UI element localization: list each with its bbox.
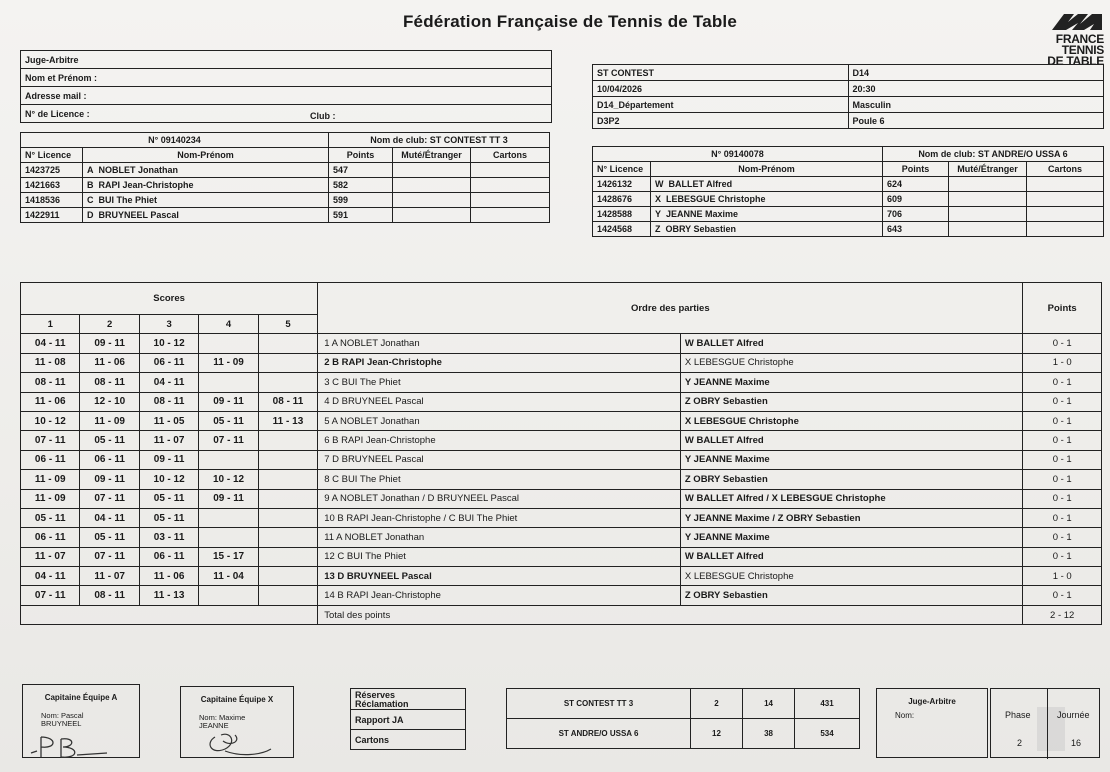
table-row xyxy=(507,689,860,719)
contest-gender: Masculin xyxy=(848,97,1104,113)
match-player-a: 2 B RAPI Jean-Christophe xyxy=(318,353,681,372)
result-c1: 2 xyxy=(691,689,743,719)
player-mute xyxy=(393,208,471,223)
player-licence: 1426132 xyxy=(593,177,651,192)
contest-name: ST CONTEST xyxy=(593,65,849,81)
set-header: 3 xyxy=(139,315,198,334)
match-player-a: 8 C BUI The Phiet xyxy=(318,470,681,489)
set-score: 05 - 11 xyxy=(21,508,80,527)
set-header: 2 xyxy=(80,315,139,334)
set-score: 07 - 11 xyxy=(80,547,139,566)
ja-mail-label: Adresse mail : xyxy=(21,87,552,105)
document-title: Fédération Française de Tennis de Table xyxy=(402,12,738,31)
set-header: 1 xyxy=(21,315,80,334)
table-row xyxy=(21,411,1102,430)
result-c1: 12 xyxy=(691,719,743,749)
team-a-club: Nom de club: ST CONTEST TT 3 xyxy=(329,133,550,148)
set-score: 10 - 12 xyxy=(21,411,80,430)
set-score: 10 - 12 xyxy=(139,470,198,489)
reserves-table xyxy=(350,688,466,750)
team-a-cartons-header: Cartons xyxy=(471,148,550,163)
match-player-a: 5 A NOBLET Jonathan xyxy=(318,411,681,430)
set-score: 11 - 13 xyxy=(258,411,317,430)
ja-nom-label: Nom et Prénom : xyxy=(21,69,552,87)
match-player-a: 13 D BRUYNEEL Pascal xyxy=(318,567,681,586)
set-score: 11 - 07 xyxy=(80,567,139,586)
result-club: ST ANDRE/O USSA 6 xyxy=(507,719,691,749)
captain-x-box xyxy=(180,686,294,758)
phase-divider xyxy=(1047,689,1048,759)
player-points: 599 xyxy=(329,193,393,208)
set-score xyxy=(258,528,317,547)
match-points: 0 - 1 xyxy=(1023,528,1102,547)
table-row xyxy=(21,528,1102,547)
match-points: 0 - 1 xyxy=(1023,586,1102,605)
match-player-x: Y JEANNE Maxime / Z OBRY Sebastien xyxy=(680,508,1023,527)
captain-a-title: Capitaine Équipe A xyxy=(44,693,118,702)
reserves-text: Réserves xyxy=(355,690,396,700)
match-points: 0 - 1 xyxy=(1023,411,1102,430)
set-score xyxy=(258,334,317,353)
juge-arbitre-signature-box xyxy=(876,688,988,758)
ffft-logo xyxy=(1044,8,1106,70)
player-fullname: NOBLET Jonathan xyxy=(98,165,179,175)
set-score: 09 - 11 xyxy=(80,334,139,353)
captain-a-name-value: BRUYNEEL xyxy=(41,719,82,728)
table-row xyxy=(21,431,1102,450)
table-row xyxy=(21,567,1102,586)
set-score xyxy=(258,586,317,605)
table-row xyxy=(21,586,1102,605)
set-score: 05 - 11 xyxy=(139,489,198,508)
player-fullname: BRUYNEEL Pascal xyxy=(98,210,179,220)
team-a-number: N° 09140234 xyxy=(21,133,329,148)
set-score: 06 - 11 xyxy=(139,547,198,566)
result-c3: 431 xyxy=(795,689,860,719)
player-mute xyxy=(949,207,1027,222)
table-row xyxy=(21,392,1102,411)
match-table xyxy=(20,282,1102,625)
juge-arbitre-table xyxy=(20,50,552,123)
set-score xyxy=(258,508,317,527)
player-points: 582 xyxy=(329,178,393,193)
journee-label: Journée xyxy=(1057,710,1090,720)
set-score: 06 - 11 xyxy=(21,450,80,469)
match-player-a: 6 B RAPI Jean-Christophe xyxy=(318,431,681,450)
player-cartons xyxy=(1027,207,1104,222)
points-header: Points xyxy=(1023,283,1102,334)
set-score xyxy=(199,586,258,605)
set-score: 09 - 11 xyxy=(199,392,258,411)
match-player-a: 14 B RAPI Jean-Christophe xyxy=(318,586,681,605)
ordre-header: Ordre des parties xyxy=(318,283,1023,334)
set-score: 04 - 11 xyxy=(139,373,198,392)
match-player-x: Y JEANNE Maxime xyxy=(680,528,1023,547)
contest-info-table xyxy=(592,64,1104,129)
player-fullname: RAPI Jean-Christophe xyxy=(98,180,194,190)
total-blank xyxy=(21,605,318,624)
player-points: 643 xyxy=(883,222,949,237)
player-mute xyxy=(949,192,1027,207)
set-score: 06 - 11 xyxy=(80,450,139,469)
player-cartons xyxy=(471,178,550,193)
table-row xyxy=(21,208,550,223)
set-score xyxy=(199,334,258,353)
set-score: 11 - 07 xyxy=(139,431,198,450)
set-score: 06 - 11 xyxy=(21,528,80,547)
set-score: 11 - 09 xyxy=(21,470,80,489)
set-score: 11 - 09 xyxy=(80,411,139,430)
rapport-ja-label: Rapport JA xyxy=(351,710,466,730)
match-player-x: Y JEANNE Maxime xyxy=(680,373,1023,392)
set-score: 09 - 11 xyxy=(199,489,258,508)
team-a-licence-header: N° Licence xyxy=(21,148,83,163)
set-score xyxy=(258,547,317,566)
phase-box xyxy=(990,688,1100,758)
player-fullname: JEANNE Maxime xyxy=(666,209,739,219)
team-x-table xyxy=(592,146,1104,237)
team-x-nom-header: Nom-Prénom xyxy=(651,162,883,177)
captain-x-title: Capitaine Équipe X xyxy=(200,695,274,704)
player-licence: 1421663 xyxy=(21,178,83,193)
set-score: 07 - 11 xyxy=(199,431,258,450)
player-points: 609 xyxy=(883,192,949,207)
set-score: 08 - 11 xyxy=(21,373,80,392)
set-score: 12 - 10 xyxy=(80,392,139,411)
set-score xyxy=(199,508,258,527)
match-points: 1 - 0 xyxy=(1023,567,1102,586)
table-row xyxy=(21,193,550,208)
match-player-x: X LEBESGUE Christophe xyxy=(680,411,1023,430)
cartons-label: Cartons xyxy=(351,730,466,750)
set-score: 04 - 11 xyxy=(80,508,139,527)
player-name xyxy=(651,192,883,207)
result-c3: 534 xyxy=(795,719,860,749)
set-score: 05 - 11 xyxy=(80,431,139,450)
player-points: 591 xyxy=(329,208,393,223)
player-cartons xyxy=(1027,222,1104,237)
match-player-x: X LEBESGUE Christophe xyxy=(680,353,1023,372)
match-player-x: W BALLET Alfred xyxy=(680,431,1023,450)
match-player-a: 3 C BUI The Phiet xyxy=(318,373,681,392)
set-score xyxy=(199,373,258,392)
contest-time: 20:30 xyxy=(848,81,1104,97)
player-mute xyxy=(393,178,471,193)
player-name xyxy=(651,207,883,222)
logo-line-3: DE TABLE xyxy=(1047,54,1104,68)
match-player-x: Y JEANNE Maxime xyxy=(680,450,1023,469)
juge-box-nom: Nom: xyxy=(895,711,915,720)
player-fullname: BUI The Phiet xyxy=(98,195,158,205)
match-points: 0 - 1 xyxy=(1023,450,1102,469)
player-licence: 1428676 xyxy=(593,192,651,207)
set-score: 07 - 11 xyxy=(21,431,80,450)
set-score: 11 - 06 xyxy=(139,567,198,586)
scores-header: Scores xyxy=(21,283,318,315)
set-score: 08 - 11 xyxy=(258,392,317,411)
player-letter: X xyxy=(655,194,662,204)
set-score: 05 - 11 xyxy=(199,411,258,430)
player-points: 547 xyxy=(329,163,393,178)
set-header: 5 xyxy=(258,315,317,334)
contest-division: D14_Département xyxy=(593,97,849,113)
set-score xyxy=(258,470,317,489)
player-name xyxy=(83,163,329,178)
set-score: 11 - 05 xyxy=(139,411,198,430)
team-a-table xyxy=(20,132,550,223)
match-points: 0 - 1 xyxy=(1023,547,1102,566)
player-licence: 1423725 xyxy=(21,163,83,178)
player-cartons xyxy=(471,193,550,208)
phase-label: Phase xyxy=(1005,710,1031,720)
player-fullname: LEBESGUE Christophe xyxy=(666,194,766,204)
total-row xyxy=(21,605,1102,624)
set-score xyxy=(199,528,258,547)
match-player-a: 11 A NOBLET Jonathan xyxy=(318,528,681,547)
ja-header: Juge-Arbitre xyxy=(21,51,552,69)
match-player-x: W BALLET Alfred xyxy=(680,334,1023,353)
table-row xyxy=(21,178,550,193)
table-row xyxy=(21,334,1102,353)
player-cartons xyxy=(471,163,550,178)
contest-level: D3P2 xyxy=(593,113,849,129)
contest-pool: Poule 6 xyxy=(848,113,1104,129)
reclamation-text: Réclamation xyxy=(355,699,409,709)
team-x-mute-header: Muté/Étranger xyxy=(949,162,1027,177)
match-player-a: 4 D BRUYNEEL Pascal xyxy=(318,392,681,411)
team-a-points-header: Points xyxy=(329,148,393,163)
match-player-a: 7 D BRUYNEEL Pascal xyxy=(318,450,681,469)
match-points: 1 - 0 xyxy=(1023,353,1102,372)
match-player-a: 1 A NOBLET Jonathan xyxy=(318,334,681,353)
logo-line-2: TENNIS xyxy=(1061,43,1104,57)
match-points: 0 - 1 xyxy=(1023,508,1102,527)
captain-a-box xyxy=(22,684,140,758)
table-row xyxy=(593,207,1104,222)
match-points: 0 - 1 xyxy=(1023,392,1102,411)
captain-a-name-label: Nom: Pascal xyxy=(41,711,84,720)
set-score: 11 - 06 xyxy=(80,353,139,372)
total-label: Total des points xyxy=(318,605,1023,624)
logo-line-1: FRANCE xyxy=(1055,32,1104,46)
team-x-licence-header: N° Licence xyxy=(593,162,651,177)
player-points: 706 xyxy=(883,207,949,222)
set-score: 07 - 11 xyxy=(21,586,80,605)
player-licence: 1418536 xyxy=(21,193,83,208)
result-c2: 14 xyxy=(743,689,795,719)
ffft-logo-icon xyxy=(1050,10,1104,32)
player-name xyxy=(651,222,883,237)
match-player-a: 12 C BUI The Phiet xyxy=(318,547,681,566)
team-x-number: N° 09140078 xyxy=(593,147,883,162)
player-letter: Y xyxy=(655,209,662,219)
team-x-points-header: Points xyxy=(883,162,949,177)
player-letter: B xyxy=(87,180,94,190)
match-points: 0 - 1 xyxy=(1023,489,1102,508)
player-mute xyxy=(393,163,471,178)
player-fullname: BALLET Alfred xyxy=(668,179,733,189)
table-row xyxy=(21,373,1102,392)
set-score: 08 - 11 xyxy=(80,373,139,392)
set-score: 05 - 11 xyxy=(139,508,198,527)
match-points: 0 - 1 xyxy=(1023,334,1102,353)
set-score: 10 - 12 xyxy=(139,334,198,353)
player-mute xyxy=(393,193,471,208)
player-name xyxy=(83,208,329,223)
match-player-x: X LEBESGUE Christophe xyxy=(680,567,1023,586)
juge-box-title: Juge-Arbitre xyxy=(908,697,956,706)
set-score xyxy=(199,450,258,469)
team-a-nom-header: Nom-Prénom xyxy=(83,148,329,163)
set-score: 11 - 09 xyxy=(21,489,80,508)
player-cartons xyxy=(1027,192,1104,207)
reserves-label xyxy=(351,689,466,710)
match-player-x: Z OBRY Sebastien xyxy=(680,586,1023,605)
set-score: 11 - 08 xyxy=(21,353,80,372)
table-row xyxy=(21,163,550,178)
team-x-club: Nom de club: ST ANDRE/O USSA 6 xyxy=(883,147,1104,162)
final-score-table xyxy=(506,688,860,749)
set-score: 11 - 04 xyxy=(199,567,258,586)
player-letter: D xyxy=(87,210,94,220)
player-name xyxy=(651,177,883,192)
set-score xyxy=(258,567,317,586)
table-row xyxy=(21,470,1102,489)
journee-value: 16 xyxy=(1071,738,1082,748)
match-points: 0 - 1 xyxy=(1023,431,1102,450)
set-score xyxy=(258,373,317,392)
set-score: 08 - 11 xyxy=(139,392,198,411)
table-row xyxy=(21,508,1102,527)
captain-x-signature xyxy=(201,727,291,757)
set-score: 09 - 11 xyxy=(80,470,139,489)
set-score: 10 - 12 xyxy=(199,470,258,489)
player-points: 624 xyxy=(883,177,949,192)
contest-category: D14 xyxy=(848,65,1104,81)
table-row xyxy=(21,489,1102,508)
match-player-x: W BALLET Alfred xyxy=(680,547,1023,566)
set-score: 05 - 11 xyxy=(80,528,139,547)
table-row xyxy=(593,177,1104,192)
match-player-a: 9 A NOBLET Jonathan / D BRUYNEEL Pascal xyxy=(318,489,681,508)
player-name xyxy=(83,178,329,193)
set-score: 07 - 11 xyxy=(80,489,139,508)
player-letter: Z xyxy=(655,224,661,234)
result-c2: 38 xyxy=(743,719,795,749)
captain-x-name-value: JEANNE xyxy=(199,721,229,730)
set-score: 04 - 11 xyxy=(21,567,80,586)
set-score xyxy=(258,353,317,372)
table-row xyxy=(21,450,1102,469)
player-fullname: OBRY Sebastien xyxy=(665,224,737,234)
ja-licence-label: N° de Licence : xyxy=(21,105,552,123)
player-cartons xyxy=(1027,177,1104,192)
player-licence: 1424568 xyxy=(593,222,651,237)
captain-a-signature xyxy=(27,733,139,759)
phase-value: 2 xyxy=(1017,738,1023,748)
captain-a-name xyxy=(41,712,139,728)
table-row xyxy=(21,353,1102,372)
set-score xyxy=(258,450,317,469)
match-player-a: 10 B RAPI Jean-Christophe / C BUI The Phiet xyxy=(318,508,681,527)
set-score: 08 - 11 xyxy=(80,586,139,605)
set-score: 06 - 11 xyxy=(139,353,198,372)
match-player-x: Z OBRY Sebastien xyxy=(680,470,1023,489)
set-header: 4 xyxy=(199,315,258,334)
contest-date: 10/04/2026 xyxy=(593,81,849,97)
player-letter: C xyxy=(87,195,94,205)
match-points: 0 - 1 xyxy=(1023,470,1102,489)
player-letter: A xyxy=(87,165,94,175)
player-name xyxy=(83,193,329,208)
set-score xyxy=(258,489,317,508)
set-score: 09 - 11 xyxy=(139,450,198,469)
table-row xyxy=(21,547,1102,566)
player-letter: W xyxy=(655,179,664,189)
set-score: 03 - 11 xyxy=(139,528,198,547)
set-score: 11 - 09 xyxy=(199,353,258,372)
set-score: 11 - 13 xyxy=(139,586,198,605)
table-row xyxy=(507,719,860,749)
set-score xyxy=(258,431,317,450)
team-x-cartons-header: Cartons xyxy=(1027,162,1104,177)
player-cartons xyxy=(471,208,550,223)
team-a-mute-header: Muté/Étranger xyxy=(393,148,471,163)
total-value: 2 - 12 xyxy=(1023,605,1102,624)
match-player-x: W BALLET Alfred / X LEBESGUE Christophe xyxy=(680,489,1023,508)
match-points: 0 - 1 xyxy=(1023,373,1102,392)
result-club: ST CONTEST TT 3 xyxy=(507,689,691,719)
ja-club-label: Club : xyxy=(310,111,336,121)
set-score: 11 - 06 xyxy=(21,392,80,411)
match-player-x: Z OBRY Sebastien xyxy=(680,392,1023,411)
player-mute xyxy=(949,177,1027,192)
set-score: 15 - 17 xyxy=(199,547,258,566)
player-licence: 1422911 xyxy=(21,208,83,223)
player-licence: 1428588 xyxy=(593,207,651,222)
captain-x-name-label: Nom: Maxime xyxy=(199,713,246,722)
table-row xyxy=(593,222,1104,237)
set-score: 04 - 11 xyxy=(21,334,80,353)
table-row xyxy=(593,192,1104,207)
player-mute xyxy=(949,222,1027,237)
set-score: 11 - 07 xyxy=(21,547,80,566)
